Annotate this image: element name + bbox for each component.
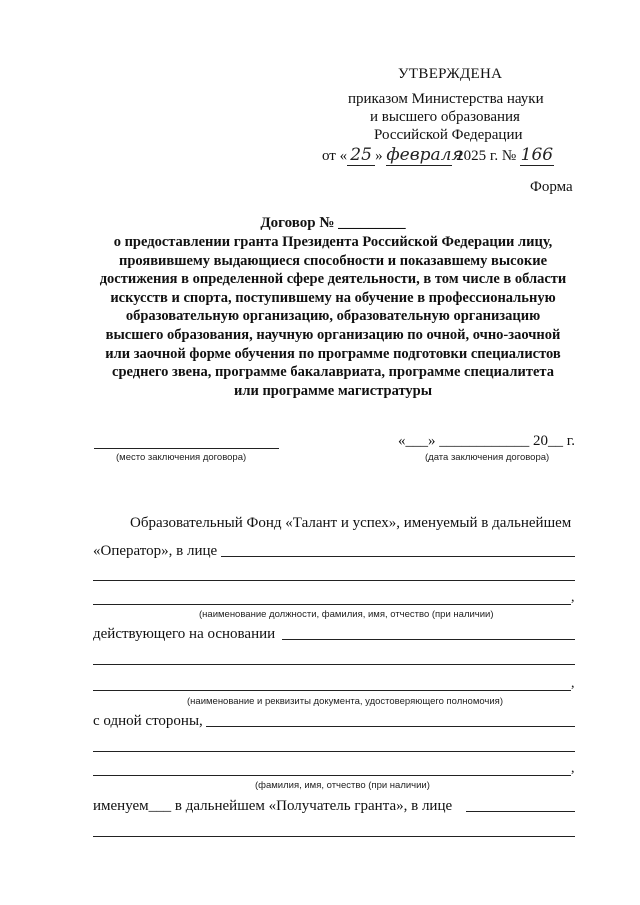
place-caption: (место заключения договора) bbox=[116, 452, 247, 463]
contract-subject-line: среднего звена, программе бакалавриата, программе специалитета bbox=[112, 364, 554, 381]
order-number-handwritten: 166 bbox=[520, 145, 554, 165]
approval-line-1: приказом Министерства науки bbox=[348, 91, 544, 107]
acting-basis-field[interactable] bbox=[282, 639, 575, 640]
contract-subject-line: искусств и спорта, поступившему на обучение в профессиональную bbox=[110, 289, 556, 306]
contract-subject-line: или заочной форме обучения по программе подготовки специалистов bbox=[105, 345, 561, 362]
contract-title: Договор № _________ bbox=[260, 215, 406, 231]
contract-subject-line: достижения в определенной сфере деятельности, в том числе в области bbox=[99, 271, 567, 288]
contract-subject-line: высшего образования, научную организацию по очной, очно-заочной bbox=[105, 326, 561, 343]
comma-mark: , bbox=[571, 761, 575, 776]
date-month-handwritten: февраля bbox=[386, 145, 463, 165]
document-caption: (наименование и реквизиты документа, удостоверяющего полномочия) bbox=[187, 696, 503, 707]
contract-subject-line: проявившему выдающиеся способности и показавшему высокие bbox=[118, 252, 548, 269]
approval-line-2: и высшего образования bbox=[370, 109, 520, 125]
recipient-fio-field-line-2[interactable] bbox=[93, 751, 575, 752]
one-side-label: с одной стороны, bbox=[93, 713, 203, 729]
fio-caption: (фамилия, имя, отчество (при наличии) bbox=[255, 780, 430, 791]
date-mid: » bbox=[375, 148, 383, 164]
recipient-representative-field-line-2[interactable] bbox=[93, 836, 575, 837]
position-caption: (наименование должности, фамилия, имя, отчество (при наличии) bbox=[199, 609, 494, 620]
date-caption: (дата заключения договора) bbox=[425, 452, 550, 463]
operator-intro: Образовательный Фонд «Талант и успех», именуемый в дальнейшем bbox=[130, 515, 572, 531]
acting-basis-field-line-2[interactable] bbox=[93, 664, 575, 665]
contract-subject-line: о предоставлении гранта Президента Российской Федерации лицу, bbox=[113, 234, 553, 250]
recipient-fio-field[interactable] bbox=[206, 726, 575, 727]
contract-date-field[interactable]: «___» ____________ 20__ г. bbox=[398, 433, 575, 449]
acting-basis-label: действующего на основании bbox=[93, 626, 276, 642]
acting-basis-field-line-3[interactable] bbox=[93, 690, 571, 691]
comma-mark: , bbox=[571, 676, 575, 691]
place-field-line[interactable] bbox=[94, 448, 279, 449]
date-prefix: от « bbox=[322, 148, 348, 164]
date-day-handwritten: 25 bbox=[347, 145, 375, 166]
recipient-named-label: именуем___ в дальнейшем «Получатель гранта», в лице bbox=[93, 798, 453, 814]
form-label: Форма bbox=[530, 179, 573, 195]
operator-representative-field[interactable] bbox=[221, 556, 575, 557]
contract-subject-line: или программе магистратуры bbox=[233, 382, 433, 399]
comma-mark: , bbox=[571, 590, 575, 605]
approval-line-3: Российской Федерации bbox=[374, 127, 523, 143]
contract-subject-line: образовательную организацию, образовательную организацию bbox=[125, 308, 541, 325]
operator-representative-field-line-2[interactable] bbox=[93, 580, 575, 581]
approval-date-line bbox=[322, 145, 554, 166]
operator-label: «Оператор», в лице bbox=[93, 543, 218, 559]
recipient-representative-field[interactable] bbox=[466, 811, 575, 812]
operator-representative-field-line-3[interactable] bbox=[93, 604, 571, 605]
contract-subject bbox=[0, 233, 640, 400]
approval-title: УТВЕРЖДЕНА bbox=[398, 66, 503, 82]
date-year: 2025 г. № bbox=[456, 148, 517, 164]
recipient-fio-field-line-3[interactable] bbox=[93, 775, 571, 776]
